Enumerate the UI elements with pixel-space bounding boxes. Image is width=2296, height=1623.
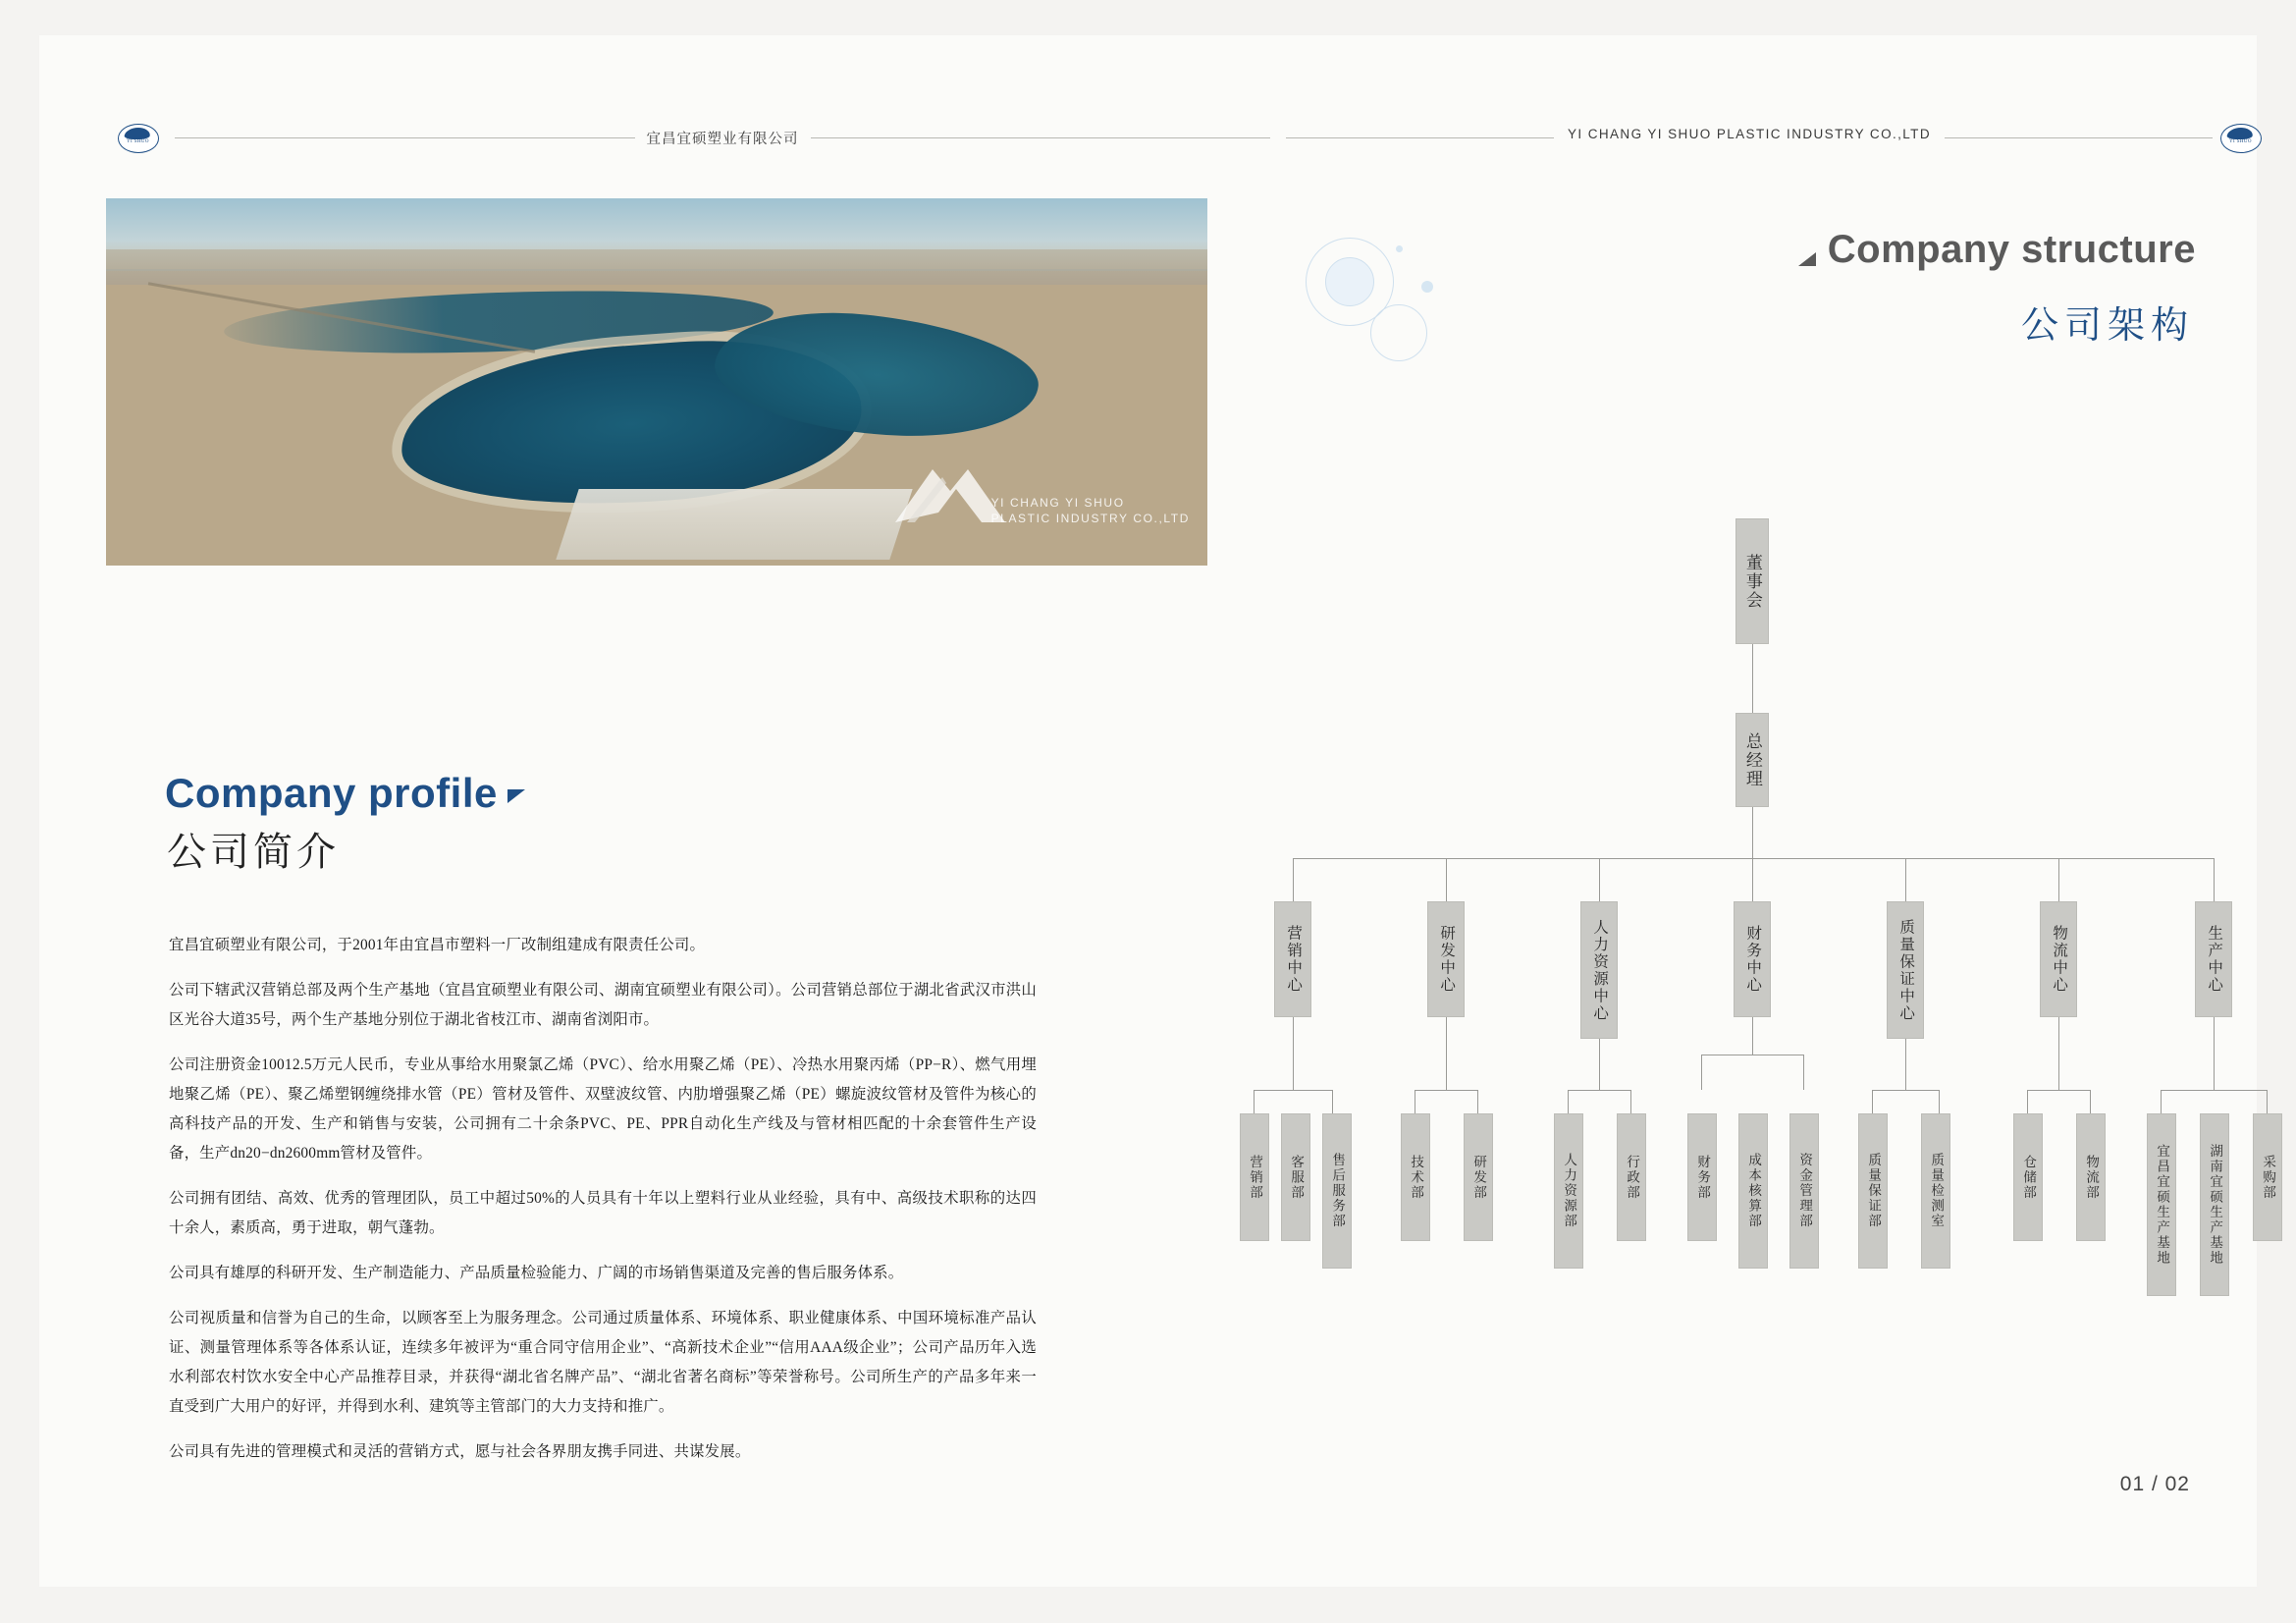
structure-title-en-text: Company structure xyxy=(1827,228,2196,271)
org-node-dept: 客服部 xyxy=(1281,1113,1310,1241)
header-company-en-text: YI CHANG YI SHUO PLASTIC INDUSTRY CO.,LTD xyxy=(1554,127,1945,141)
decorative-circles xyxy=(1306,220,1561,377)
profile-paragraph: 宜昌宜硕塑业有限公司，于2001年由宜昌市塑料一厂改制组建成有限责任公司。 xyxy=(169,937,706,953)
org-node-center: 研发中心 xyxy=(1427,901,1465,1017)
structure-title-cn: 公司架构 xyxy=(2020,305,2194,347)
profile-paragraph: 公司拥有团结、高效、优秀的管理团队，员工中超过50%的人员具有十年以上塑料行业从业经验，具有中、高级技术职称的达四十余人，素质高，勇于进取，朝气蓬勃。 xyxy=(169,1190,1037,1236)
org-node-center: 质量保证中心 xyxy=(1887,901,1924,1039)
org-node-dept: 湖南宜硕生产基地 xyxy=(2200,1113,2229,1296)
logo-text: YI SHUO xyxy=(127,139,149,144)
header-company-en xyxy=(1286,127,2213,141)
logo-swoosh-icon xyxy=(2226,128,2254,139)
profile-paragraph: 公司注册资金10012.5万元人民币，专业从事给水用聚氯乙烯（PVC）、给水用聚乙烯（PE）、冷热水用聚丙烯（PP−R）、燃气用埋地聚乙烯（PE）、聚乙烯塑钢缠绕排水管（PE）管材及管件、双壁波纹管、内肋增强聚乙烯（PE）螺旋波纹管材及管件为核心的高科技产品的开发、生产和销售与安装，公司拥有二十余条PVC、PE、PPR自动化生产线及与管材相匹配的十余套管件生产设备，生产dn20−dn2600mm管材及管件。 xyxy=(169,1056,1037,1162)
profile-title-en xyxy=(165,770,525,817)
page-number: 01 / 02 xyxy=(2119,1473,2190,1495)
org-node-dept: 仓储部 xyxy=(2013,1113,2043,1241)
profile-paragraph: 公司具有雄厚的科研开发、生产制造能力、产品质量检验能力、广阔的市场销售渠道及完善的售后服务体系。 xyxy=(169,1265,904,1281)
org-node-dept: 资金管理部 xyxy=(1789,1113,1819,1269)
org-node-center: 营销中心 xyxy=(1274,901,1311,1017)
org-chart xyxy=(1232,497,2276,1341)
profile-paragraph: 公司下辖武汉营销总部及两个生产基地（宜昌宜硕塑业有限公司、湖南宜硕塑业有限公司）。公司营销总部位于湖北省武汉市洪山区光谷大道35号，两个生产基地分别位于湖北省枝江市、湖南省浏阳市。 xyxy=(169,982,1037,1028)
header-company-cn-text: 宜昌宜硕塑业有限公司 xyxy=(635,132,811,147)
org-node-dept: 物流部 xyxy=(2076,1113,2106,1241)
org-node-gm: 总经理 xyxy=(1735,713,1769,807)
org-node-dept: 人力资源部 xyxy=(1554,1113,1583,1269)
profile-body xyxy=(169,931,1037,1483)
org-node-dept: 成本核算部 xyxy=(1738,1113,1768,1269)
photo-watermark-line2: PLASTIC INDUSTRY CO.,LTD xyxy=(990,512,1190,525)
profile-title-cn: 公司简介 xyxy=(167,830,340,874)
photo-watermark xyxy=(991,495,1190,526)
profile-paragraph: 公司视质量和信誉为自己的生命，以顾客至上为服务理念。公司通过质量体系、环境体系、职业健康体系、中国环境标准产品认证、测量管理体系等各体系认证，连续多年被评为“重合同守信用企业”、“高新技术企业”“信用AAA级企业”；公司产品历年入选水利部农村饮水安全中心产品推荐目录，并获得“湖北省名牌产品”、“湖北省著名商标”等荣誉称号。公司所生产的产品多年来一直受到广大用户的好评，并得到水利、建筑等主管部门的大力支持和推广。 xyxy=(169,1310,1037,1415)
triangle-icon xyxy=(507,789,525,803)
org-node-dept: 财务部 xyxy=(1687,1113,1717,1241)
logo-right xyxy=(2220,122,2260,155)
org-node-dept: 采购部 xyxy=(2253,1113,2282,1241)
org-node-board: 董事会 xyxy=(1735,518,1769,644)
structure-title-en xyxy=(1798,228,2196,272)
org-node-dept: 行政部 xyxy=(1617,1113,1646,1241)
logo-text: YI SHUO xyxy=(2229,139,2252,144)
org-node-dept: 售后服务部 xyxy=(1322,1113,1352,1269)
org-node-center: 财务中心 xyxy=(1734,901,1771,1017)
org-node-center: 生产中心 xyxy=(2195,901,2232,1017)
profile-title-en-text: Company profile xyxy=(165,770,498,816)
org-node-dept: 质量保证部 xyxy=(1858,1113,1888,1269)
triangle-icon xyxy=(1798,252,1816,266)
org-node-dept: 技术部 xyxy=(1401,1113,1430,1241)
org-node-dept: 研发部 xyxy=(1464,1113,1493,1241)
org-node-dept: 宜昌宜硕生产基地 xyxy=(2147,1113,2176,1296)
org-node-center: 物流中心 xyxy=(2040,901,2077,1017)
profile-paragraph: 公司具有先进的管理模式和灵活的营销方式，愿与社会各界朋友携手同进、共谋发展。 xyxy=(169,1443,751,1460)
org-node-center: 人力资源中心 xyxy=(1580,901,1618,1039)
cover-photo xyxy=(106,198,1207,566)
header-company-cn xyxy=(39,128,1406,148)
org-node-dept: 营销部 xyxy=(1240,1113,1269,1241)
org-node-dept: 质量检测室 xyxy=(1921,1113,1950,1269)
page-sheet xyxy=(39,35,2276,1587)
photo-watermark-line1: YI CHANG YI SHUO xyxy=(990,496,1125,510)
